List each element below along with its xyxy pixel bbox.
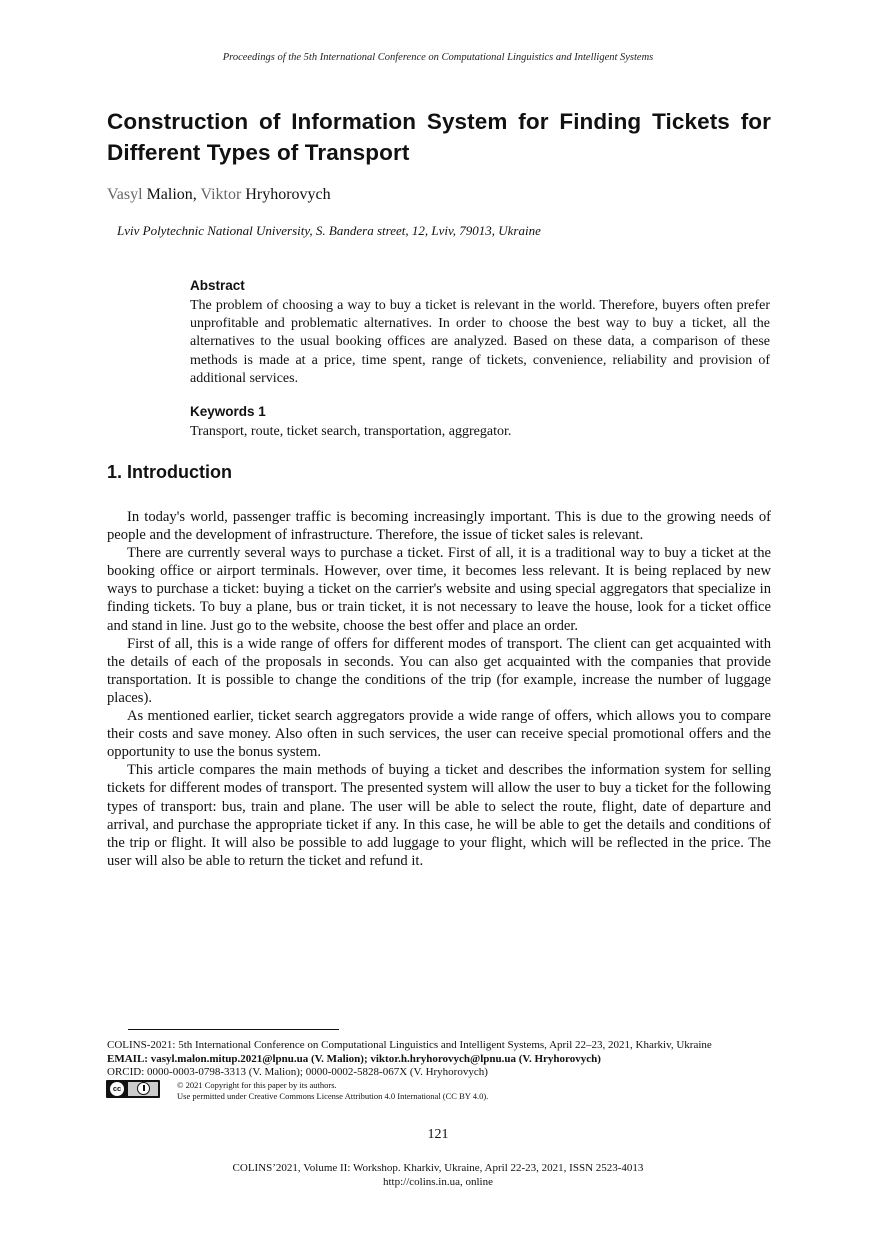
footnote-orcid: ORCID: 0000-0003-0798-3313 (V. Malion); 0000-0002-5828-067X (V. Hryhorovych)	[107, 1066, 488, 1078]
author-list	[107, 186, 331, 204]
author-1-last-name: Malion	[146, 186, 193, 203]
footer-proceedings: COLINS’2021, Volume II: Workshop. Kharkiv, Ukraine, April 22-23, 2021, ISSN 2523-4013	[232, 1162, 644, 1174]
keywords-text: Transport, route, ticket search, transportation, aggregator.	[190, 424, 512, 439]
paper-title: Construction of Information System for Finding Tickets for Different Types of Transport	[107, 109, 771, 165]
paragraph: This article compares the main methods of buying a ticket and describes the information system for selling tickets for different modes of transport. The presented system will allow the user to buy a ticket for the following types of transport: bus, train and plane. The user will be able to select the route, flight, date of departure and arrival, and purchase the appropriate ticket if any. In this case, he will be able to get the details and conditions of the trip or flight. It will also be possible to add luggage to your flight, which will be reflected in the price. The user will also be able to return the ticket and refund it.	[107, 762, 771, 869]
paragraph: In today's world, passenger traffic is becoming increasingly important. This is due to the growing needs of people and the development of infrastructure. Therefore, the issue of ticket sales is relevant.	[107, 509, 771, 544]
section-heading: 1. Introduction	[107, 462, 232, 482]
author-1-first-name: Vasyl	[107, 186, 143, 203]
keywords-heading: Keywords 1	[190, 404, 266, 419]
author-2-first-name: Viktor	[200, 186, 242, 203]
page-number: 121	[427, 1127, 449, 1142]
footer-url: http://colins.in.ua, online	[383, 1176, 493, 1188]
footnote-email: EMAIL: vasyl.malon.mitup.2021@lpnu.ua (V. Malion); viktor.h.hryhorovych@lpnu.ua (V. Hryhorovych)	[107, 1053, 601, 1065]
affiliation: Lviv Polytechnic National University, S. Bandera street, 12, Lviv, 79013, Ukraine	[117, 223, 541, 238]
author-2-last-name: Hryhorovych	[245, 186, 331, 203]
cc-logo-icon: cc	[110, 1082, 124, 1096]
abstract-heading: Abstract	[190, 278, 245, 293]
paragraph: As mentioned earlier, ticket search aggregators provide a wide range of offers, which allows you to compare their costs and save money. Also often in such services, the user can receive special promotional offers and the opportunity to use the bonus system.	[107, 708, 771, 761]
running-header: Proceedings of the 5th International Conference on Computational Linguistics and Intelligent Systems	[222, 52, 654, 63]
introduction-body	[107, 508, 771, 870]
abstract-text: The problem of choosing a way to buy a ticket is relevant in the world. Therefore, buyers often prefer unprofitable and problematic alternatives. In order to choose the best way to buy a ticket, all the alternatives to the usual booking offices are analyzed. Based on these data, a comparison of these methods is made at a price, time spent, range of tickets, convenience, reliability and provision of additional services.	[190, 298, 770, 386]
copyright-notice: © 2021 Copyright for this paper by its authors.	[177, 1080, 337, 1090]
footnote-conference: COLINS-2021: 5th International Conference on Computational Linguistics and Intelligent Systems, April 22–23, 2021, Kharkiv, Ukraine	[107, 1039, 712, 1051]
license-notice: Use permitted under Creative Commons License Attribution 4.0 International (CC BY 4.0).	[177, 1091, 489, 1101]
paragraph: First of all, this is a wide range of offers for different modes of transport. The client can get acquainted with the details of each of the proposals in seconds. You can also get acquainted with the companies that provide transportation. It is possible to change the conditions of the trip (for example, increase the number of luggage places).	[107, 635, 771, 706]
cc-by-license-icon	[106, 1080, 160, 1098]
by-attribution-icon	[128, 1082, 158, 1096]
author-separator: ,	[192, 186, 197, 203]
paragraph: There are currently several ways to purchase a ticket. First of all, it is a traditional way to buy a ticket at the booking office or airport terminals. However, over time, it becomes less relevant. It is being replaced by new ways to purchase a ticket: buying a ticket on the carrier's website and using special aggregators that specialize in finding tickets. To buy a plane, bus or train ticket, it is not necessary to leave the house, look for a ticket office and stand in line. Just go to the website, choose the best offer and place an order.	[107, 545, 771, 634]
footnote-rule	[128, 1029, 339, 1030]
